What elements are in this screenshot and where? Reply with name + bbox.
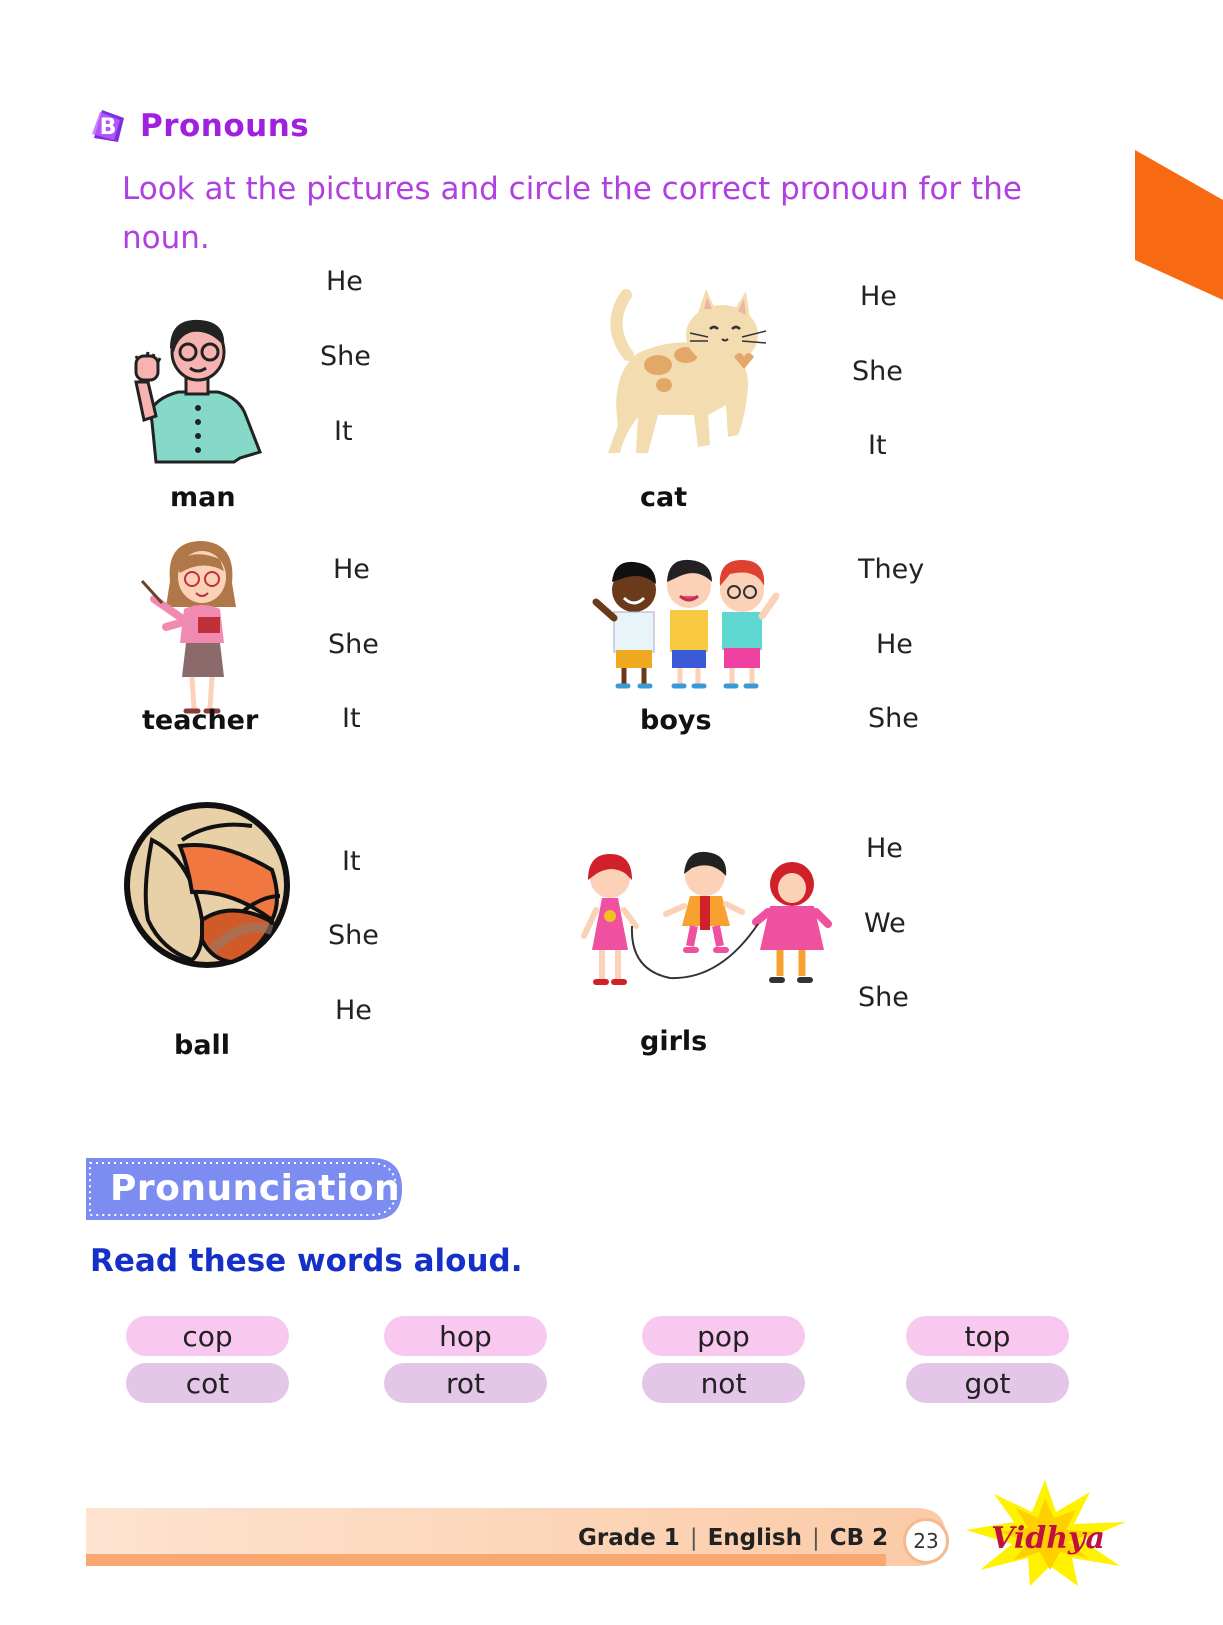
pronoun-option[interactable]: He [866,833,903,864]
ball-icon [122,800,292,970]
pronoun-option[interactable]: He [326,266,363,297]
item-label-teacher: teacher [142,705,259,736]
word-pill: cop [126,1316,289,1356]
pronoun-option[interactable]: She [328,629,379,660]
item-label-man: man [170,482,236,513]
word-pill: rot [384,1363,547,1403]
pronoun-option[interactable]: She [320,341,371,372]
footer-book: CB 2 [829,1525,889,1551]
cat-icon [598,285,773,460]
teacher-icon [140,537,250,717]
man-waving-icon [122,312,272,472]
item-label-cat: cat [640,482,688,513]
pronoun-option[interactable]: It [342,703,361,734]
item-label-ball: ball [174,1030,231,1061]
pronoun-option[interactable]: He [335,995,372,1026]
section-badge-letter: B [99,115,117,140]
section-b-badge-icon [88,106,128,146]
pronoun-option[interactable]: He [876,629,913,660]
page-number: 23 [903,1518,949,1564]
corner-flag-decoration [1135,150,1223,300]
pronoun-option[interactable]: She [858,982,909,1013]
boys-group-icon [594,550,784,700]
logo-wordmark: Vidhya [991,1521,1105,1556]
read-aloud-instruction: Read these words aloud. [90,1243,523,1279]
item-label-girls: girls [640,1026,708,1057]
word-pill: cot [126,1363,289,1403]
pronoun-option[interactable]: It [868,430,887,461]
pronoun-option[interactable]: She [852,356,903,387]
word-pill: hop [384,1316,547,1356]
pronoun-option[interactable]: They [858,554,925,585]
word-pill: pop [642,1316,805,1356]
pronoun-option[interactable]: It [334,416,353,447]
girls-skipping-icon [570,850,840,995]
footer-subject: English [707,1525,802,1551]
pronoun-option[interactable]: He [333,554,370,585]
pronoun-option[interactable]: She [328,920,379,951]
pronoun-option[interactable]: He [860,281,897,312]
instruction-text: Look at the pictures and circle the correct pronoun for the noun. [122,171,1022,256]
word-pill: not [642,1363,805,1403]
item-label-boys: boys [640,705,712,736]
pronoun-option[interactable]: She [868,703,919,734]
pronoun-option[interactable]: We [864,908,906,939]
word-pill: got [906,1363,1069,1403]
word-pill: top [906,1316,1069,1356]
vidhya-logo [960,1478,1130,1588]
pronunciation-title: Pronunciation [110,1168,401,1209]
pronoun-option[interactable]: It [342,846,361,877]
footer-grade: Grade 1 [578,1525,680,1551]
footer-book-info: Grade 1 | English | CB 2 [578,1525,889,1551]
section-title: Pronouns [140,108,310,144]
